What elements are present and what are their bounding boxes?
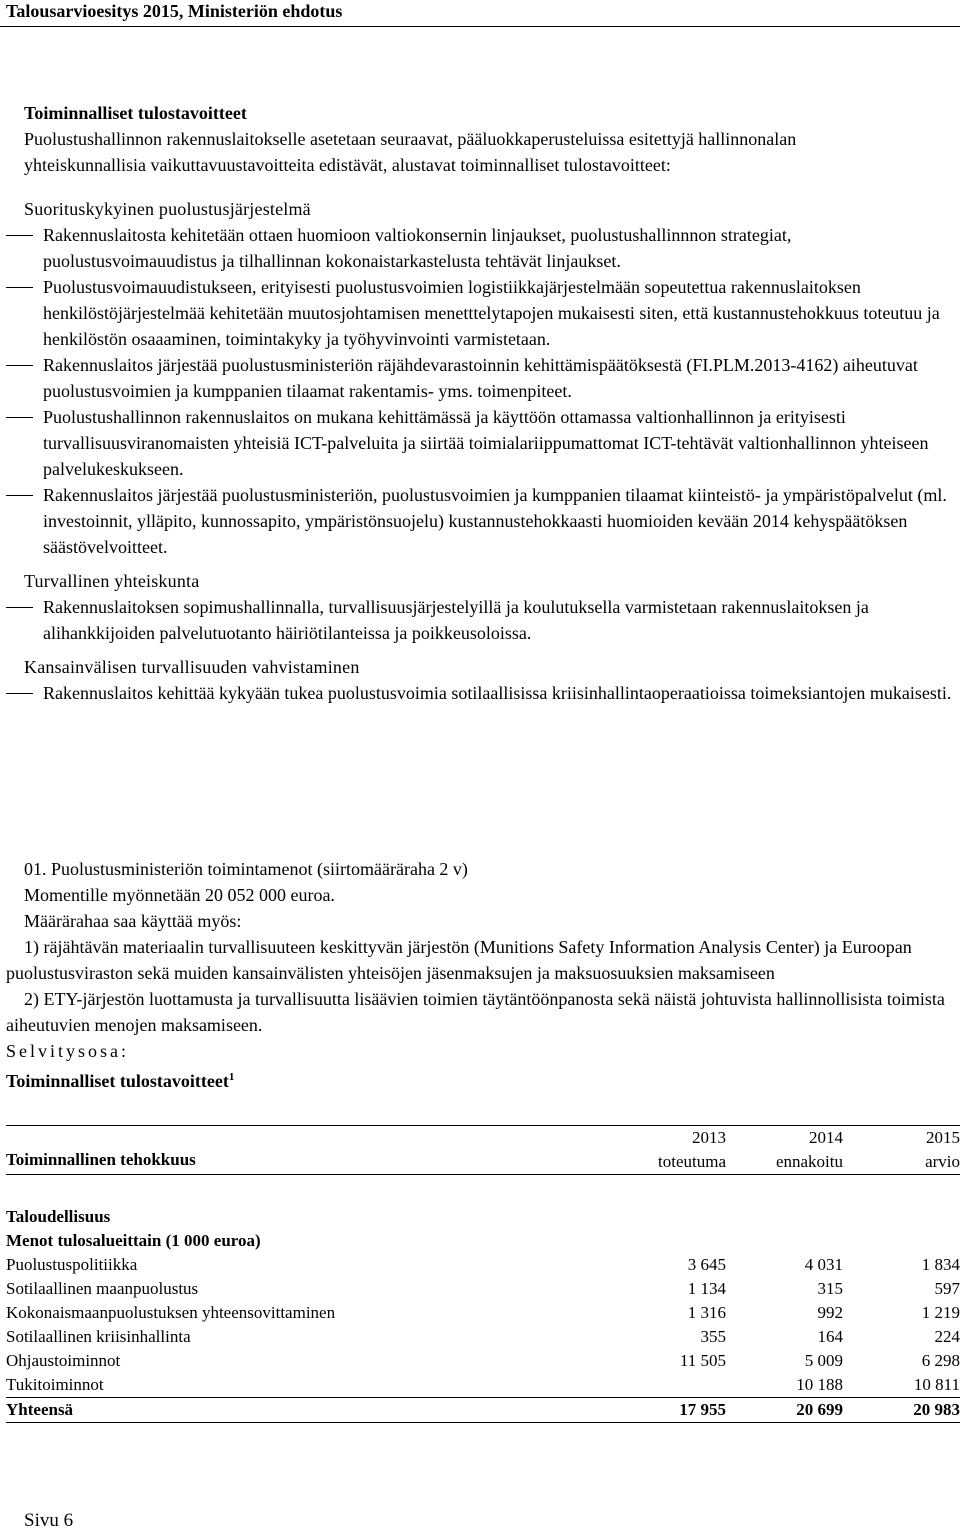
column-header: 2015 arvio <box>843 1126 960 1175</box>
page-header <box>0 0 960 27</box>
section-heading: Toiminnalliset tulostavoitteet <box>24 103 247 123</box>
group-title: Kansainvälisen turvallisuuden vahvistaminen <box>24 657 360 677</box>
appropriation-text: Momentille myönnetään 20 052 000 euroa. <box>24 885 335 905</box>
table-row: Menot tulosalueittain (1 000 euroa) <box>6 1231 261 1250</box>
list-item: Rakennuslaitos järjestää puolustusministeriön, puolustusvoimien ja kumppanien tilaamat kiinteistö- ja ympäristöpalvelut (ml. investoinnit, ylläpito, kunnossapito, ympäristönsuojelu) kustannustehokkaasti huomioiden kevään 2014 kehyspäätöksen säästövelvoitteet. <box>24 482 954 560</box>
dash-bullet-icon <box>6 365 33 366</box>
dash-bullet-icon <box>6 607 33 608</box>
column-header: 2014 ennakoitu <box>726 1126 843 1175</box>
document-title: Talousarvioesitys 2015, Ministeriön ehdotus <box>6 1 343 21</box>
table-row: Taloudellisuus <box>6 1207 111 1226</box>
list-item: Puolustushallinnon rakennuslaitos on mukana kehittämässä ja käyttöön ottamassa valtionhallinnon ja erityisesti turvallisuusviranomaisten yhteisiä ICT-palveluita ja siirtää toimialariippumattomat ICT-tehtävät valtionhallinnon yhteiseen palvelukeskukseen. <box>24 404 954 482</box>
table-total-row: Yhteensä 17 955 20 699 20 983 <box>6 1398 960 1423</box>
section-objectives <box>24 100 954 706</box>
item-title: 01. Puolustusministeriön toimintamenot (siirtomääräraha 2 v) <box>24 859 468 879</box>
table-row: Puolustuspolitiikka 3 645 4 031 1 834 <box>6 1255 960 1274</box>
table-header-row <box>6 1126 960 1175</box>
list-item: Rakennuslaitos kehittää kykyään tukea puolustusvoimia sotilaallisissa kriisinhallintaoperaatioissa toimeksiantojen mukaisesti. <box>24 680 954 706</box>
group-title: Suorituskykyinen puolustusjärjestelmä <box>24 199 311 219</box>
column-header: 2013 toteutuma <box>546 1126 726 1175</box>
table-row: Ohjaustoiminnot 11 505 5 009 6 298 <box>6 1351 960 1370</box>
list-item: Rakennuslaitoksen sopimushallinnalla, turvallisuusjärjestelyillä ja koulutuksella varmistetaan rakennuslaitoksen ja alihankkijoiden palvelutuotanto häiriötilanteissa ja poikkeusoloissa. <box>24 594 954 646</box>
header-label: Toiminnallinen tehokkuus <box>6 1126 546 1175</box>
performance-table <box>6 1125 960 1423</box>
usage-intro: Määrärahaa saa käyttää myös: <box>24 911 242 931</box>
section-intro: Puolustushallinnon rakennuslaitokselle asetetaan seuraavat, pääluokkaperusteluissa esitettyjä hallinnonalan yhteiskunnallisia vaikuttavuustavoitteita edistävät, alustavat toiminnalliset tulostavoitteet: <box>24 129 797 175</box>
list-item: Puolustusvoimauudistukseen, erityisesti puolustusvoimien logistiikkajärjestelmään sopeutettua rakennuslaitoksen henkilöstöjärjestelmää kehitetään muutosjohtamisen menetttelytapojen mukaisesti siten, että kustannustehokkuus toteutuu ja henkilöstön osaaaminen, toimintakyky ja työhyvinvointi varmistetaan. <box>24 274 954 352</box>
usage-item-1: 1) räjähtävän materiaalin turvallisuuteen keskittyvän järjestön (Munitions Safety Information Analysis Center) ja Euroopan puolustusviraston sekä muiden kansainvälisten yhteisöjen jäsenmaksujen ja maksuosuuksien maksamiseen <box>6 937 912 983</box>
table-row: Sotilaallinen kriisinhallinta 355 164 224 <box>6 1327 960 1346</box>
dash-bullet-icon <box>6 417 33 418</box>
table-row: Kokonaismaanpuolustuksen yhteensovittaminen 1 316 992 1 219 <box>6 1303 960 1322</box>
dash-bullet-icon <box>6 235 33 236</box>
section-appropriation <box>6 856 954 1094</box>
dash-bullet-icon <box>6 693 33 694</box>
group-title: Turvallinen yhteiskunta <box>24 571 200 591</box>
table-row: Sotilaallinen maanpuolustus 1 134 315 597 <box>6 1279 960 1298</box>
usage-item-2: 2) ETY-järjestön luottamusta ja turvallisuutta lisäävien toimien täytäntöönpanosta sekä näistä johtuvista hallinnollisista toimista aiheutuvien menojen maksamiseen. <box>6 989 945 1035</box>
dash-bullet-icon <box>6 287 33 288</box>
table-row: Tukitoiminnot 10 188 10 811 <box>6 1375 960 1394</box>
list-item: Rakennuslaitos järjestää puolustusministeriön räjähdevarastoinnin kehittämispäätöksestä (FI.PLM.2013-4162) aiheutuvat puolustusvoimien ja kumppanien tilaamat rakentamis- yms. toimenpiteet. <box>24 352 954 404</box>
selvitysosa-label: Selvitysosa: <box>6 1041 130 1061</box>
table-title: Toiminnalliset tulostavoitteet$^1$ <box>6 1071 235 1091</box>
list-item: Rakennuslaitosta kehitetään ottaen huomioon valtiokonsernin linjaukset, puolustushallinnnon strategiat, puolustusvoimauudistus ja tilhallinnan kokonaistarkastelusta tehtävät linjaukset. <box>24 222 954 274</box>
dash-bullet-icon <box>6 495 33 496</box>
page-number: Sivu 6 <box>24 1510 74 1531</box>
